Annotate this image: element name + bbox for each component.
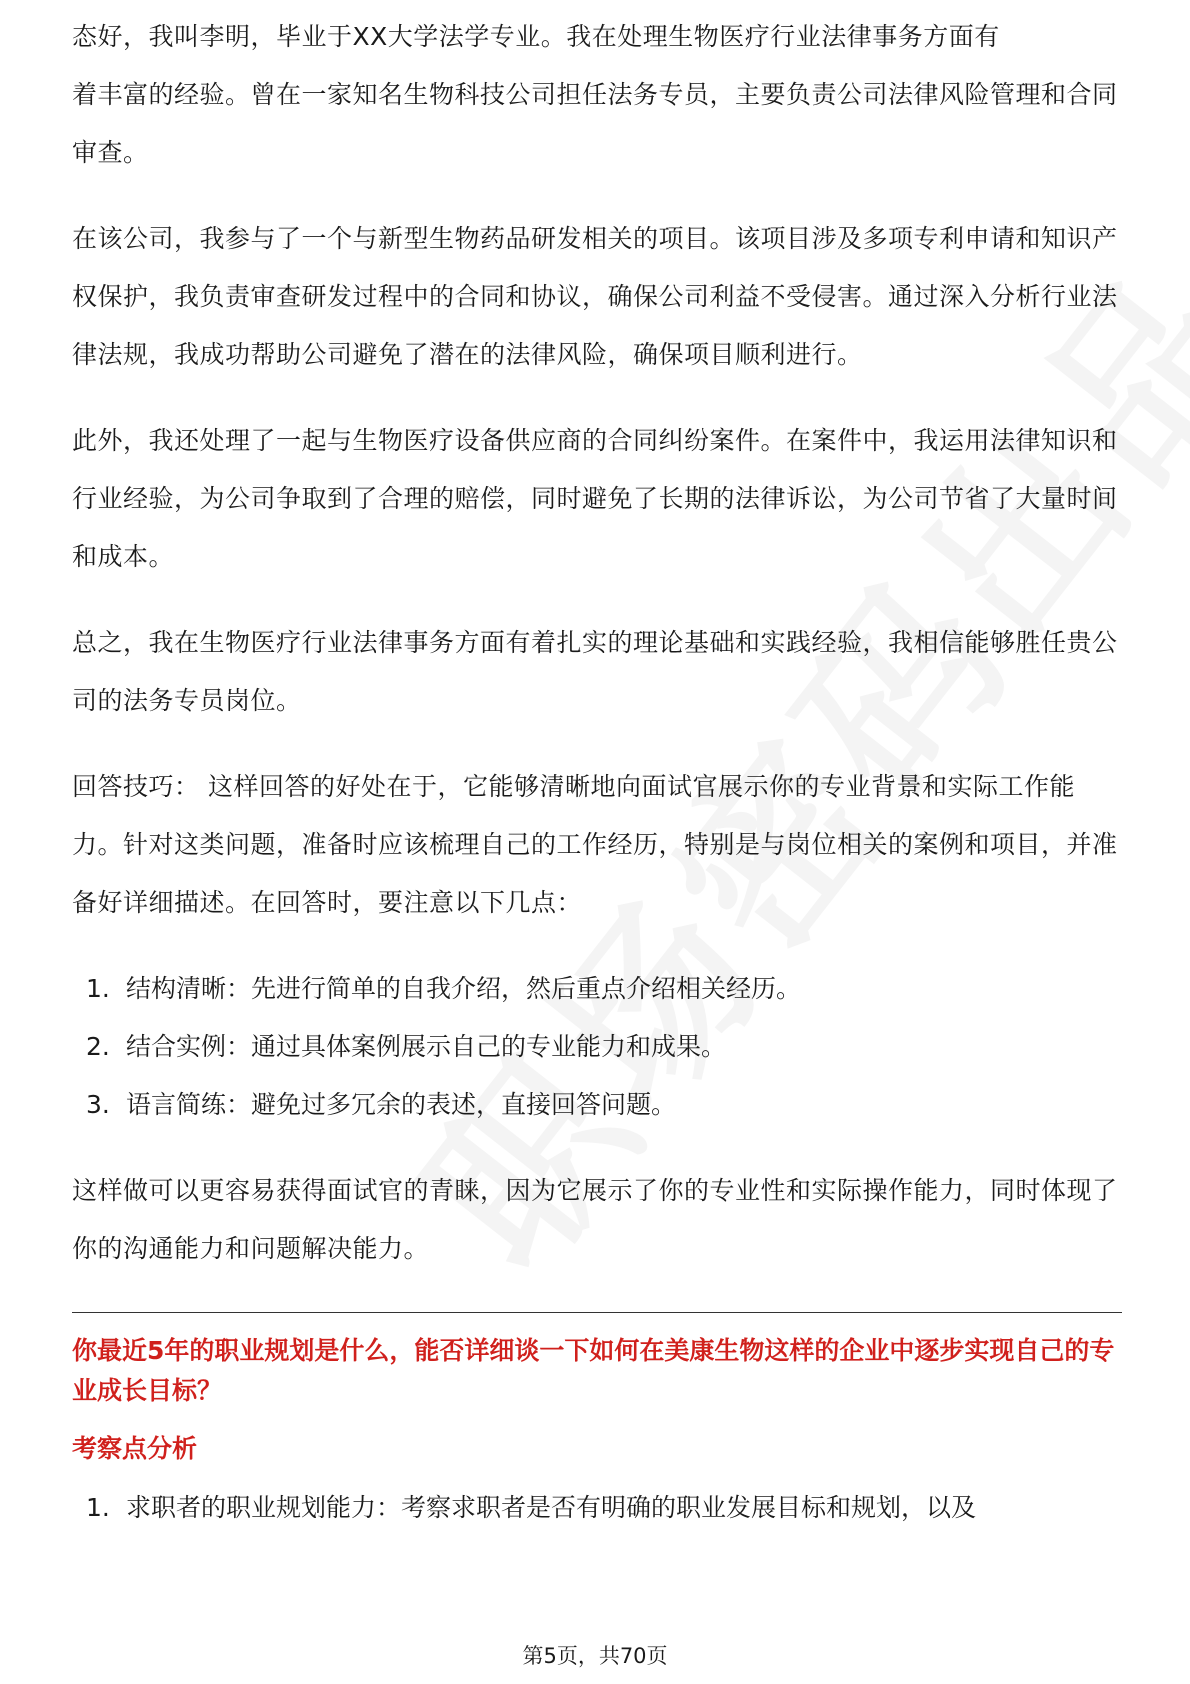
page-content: [72, 22, 1122, 1537]
question-heading: 你最近5年的职业规划是什么，能否详细谈一下如何在美康生物这样的企业中逐步实现自己的专业成长目标？: [72, 1336, 1115, 1405]
list-item: 2. 结合实例：通过具体案例展示自己的专业能力和成果。: [86, 1032, 727, 1061]
paragraph-conclusion: 这样做可以更容易获得面试官的青睐，因为它展示了你的专业性和实际操作能力，同时体现了你的沟通能力和问题解决能力。: [72, 1176, 1118, 1263]
paragraph-experience: 着丰富的经验。曾在一家知名生物科技公司担任法务专员，主要负责公司法律风险管理和合同审查。: [72, 80, 1118, 167]
paragraph-cut-top: 态好，我叫李明，毕业于XX大学法学专业。我在处理生物医疗行业法律事务方面有: [72, 22, 1000, 51]
list-item: 1. 求职者的职业规划能力：考察求职者是否有明确的职业发展目标和规划，以及: [86, 1493, 977, 1522]
section-divider: [72, 1312, 1122, 1313]
analysis-list: [72, 1479, 1122, 1537]
list-item: 3. 语言简练：避免过多冗余的表述，直接回答问题。: [86, 1090, 677, 1119]
section-heading: 考察点分析: [72, 1434, 198, 1463]
paragraph-dispute: 此外，我还处理了一起与生物医疗设备供应商的合同纠纷案件。在案件中，我运用法律知识和行业经验，为公司争取到了合理的赔偿，同时避免了长期的法律诉讼，为公司节省了大量时间和成本。: [72, 426, 1118, 571]
paragraph-summary: 总之，我在生物医疗行业法律事务方面有着扎实的理论基础和实践经验，我相信能够胜任贵公司的法务专员岗位。: [72, 628, 1118, 715]
tips-list: [72, 960, 1122, 1134]
page-footer: 第5页，共70页: [522, 1644, 668, 1668]
paragraph-project: 在该公司，我参与了一个与新型生物药品研发相关的项目。该项目涉及多项专利申请和知识产权保护，我负责审查研发过程中的合同和协议，确保公司利益不受侵害。通过深入分析行业法律法规，我成功帮助公司避免了潜在的法律风险，确保项目顺利进行。: [72, 224, 1118, 369]
paragraph-tips-intro: 回答技巧： 这样回答的好处在于，它能够清晰地向面试官展示你的专业背景和实际工作能力。针对这类问题，准备时应该梳理自己的工作经历，特别是与岗位相关的案例和项目，并准备好详细描述。在回答时，要注意以下几点：: [72, 772, 1118, 917]
list-item: 1. 结构清晰：先进行简单的自我介绍，然后重点介绍相关经历。: [86, 974, 802, 1003]
